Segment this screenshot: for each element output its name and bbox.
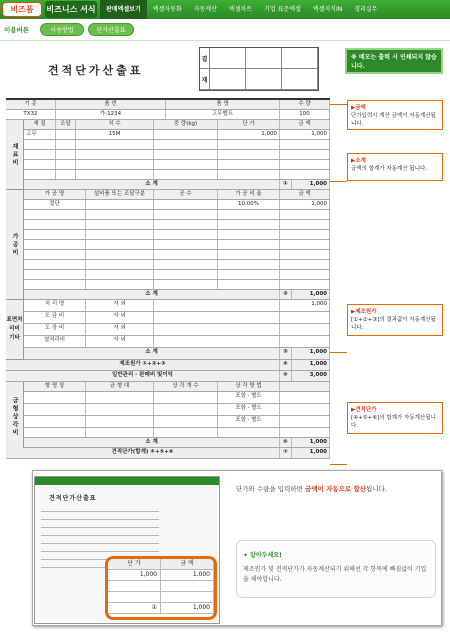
sheet-thumbnail: 견적단가산출표 (34, 476, 220, 624)
approval-label-top: 결 (200, 48, 210, 69)
material-section-label: 재료비 (6, 120, 24, 190)
nav-item-excel-chart[interactable]: 엑셀차트 (228, 6, 253, 13)
use-buttons-label: 이용버튼 (4, 26, 30, 34)
quantity-cell[interactable]: 100 (280, 110, 330, 119)
approval-label-bottom: 재 (200, 69, 210, 90)
nav-item-accounting[interactable]: 경리실무 (354, 6, 378, 13)
table-row: 절단 10.00% 1,000 (24, 200, 330, 210)
table-row: 포함 · 별도 (24, 404, 330, 416)
processing-subtotal-row: 소 계 ② 1,000 (24, 290, 330, 300)
bizform-logo[interactable]: 비즈폼 (2, 2, 42, 17)
table-row: 처 리 명 자 외 1,000 (24, 300, 330, 312)
estimate-sheet (6, 98, 330, 459)
nav-item-auto-calc[interactable]: 자동계산 (193, 6, 217, 13)
processing-section (6, 190, 330, 300)
tip-amount-arrow (330, 104, 347, 105)
nav-item-excel-knowledge[interactable]: 엑셀지식IN (312, 6, 343, 13)
approval-sign-2[interactable] (246, 69, 282, 90)
table-row: 포함 · 별도 (24, 392, 330, 404)
price-sheet-button[interactable]: 단가산출표 (88, 23, 134, 36)
mold-section (6, 382, 330, 448)
part-no-cell[interactable]: 가-1234 (56, 110, 166, 119)
table-row: 도 장 비 자 외 (24, 324, 330, 336)
total-row: 견적단가(합계) ④+⑤+⑥ ⑦ 1,000 (6, 448, 330, 459)
how-to-use-button[interactable]: 사용방법 (40, 23, 84, 36)
magnifier-callout: 단 가 금 액 1,000 1,000 ① 1,000 (105, 556, 217, 620)
table-row: 고무 15M 1,000 1,000 (24, 130, 330, 140)
tip-mfg-cost: ▶제조원가 [①+②+③]의 결과값이 자동계산됩니다. (347, 304, 443, 336)
processing-section-label: 가공비 (6, 190, 24, 300)
mold-section-label: 금형상각비 (6, 382, 24, 452)
general-cost-row: 일반관리 · 판매비 및이익 ⑤ 3,000 (6, 371, 330, 382)
page-title: 견적단가산출표 (48, 64, 144, 77)
zoom-description: 단가와 수량을 입력하면 금액이 자동으로 합산됩니다. (236, 485, 387, 493)
table-row: 열처리비 자 외 (24, 336, 330, 348)
tip-estimate-arrow (330, 464, 347, 465)
lightbulb-icon: ✦ (243, 552, 249, 559)
sub-bar (0, 19, 450, 41)
surface-section (6, 300, 330, 360)
mold-subtotal-row: 소 계 ⑥ 1,000 (24, 438, 330, 448)
table-row: 형 명 칭 금 형 대 상 각 개 수 상 각 방 법 (24, 382, 330, 392)
table-row: 가 공 명 설비품 또는 조달구분 공 수 가 공 비 율 금 액 (24, 190, 330, 200)
surface-subtotal-row: 소 계 ③ 1,000 (24, 348, 330, 360)
table-row: 포함 · 별도 (24, 416, 330, 428)
table-row: 기 종 품 번 품 명 수 량 (6, 100, 330, 110)
table-row (6, 110, 330, 120)
tip-amount: ▶금액 단가입력시 계산 금액이 자동계산됩니다. (347, 100, 443, 130)
approval-box (199, 47, 319, 91)
top-bar (0, 0, 450, 19)
tip-subtotal: ▶소계 금액의 합계가 자동계산 됩니다. (347, 153, 443, 181)
notice-box: ✦ 알아두세요! 제조원가 및 견적단가가 자동계산되기 위해선 각 항목에 빠짐없이 기입을 해야합니다. (236, 540, 436, 598)
model-cell[interactable]: TX32 (6, 110, 56, 119)
material-section (6, 120, 330, 190)
nav-item-sales-excel[interactable]: 판매엑셀보기 (100, 0, 147, 19)
tip-mfg-cost-arrow (330, 352, 347, 353)
print-note: ※ 메모는 출력 시 인쇄되지 않습니다. (345, 48, 443, 74)
material-subtotal-row: 소 계 ① 1,000 (24, 180, 330, 190)
top-nav (100, 0, 383, 19)
tip-subtotal-arrow (330, 181, 347, 182)
nav-item-standard-excel[interactable]: 기업 표준엑셀 (264, 6, 301, 13)
approval-sign-1[interactable] (210, 69, 246, 90)
table-row: 도 금 비 자 외 (24, 312, 330, 324)
nav-item-excel-auto[interactable]: 엑셀자동화 (152, 6, 182, 13)
mfg-cost-row: 제조원가 ①+②+③ ④ 1,000 (6, 360, 330, 371)
approval-sign-3[interactable] (282, 69, 318, 90)
table-row: 재 질 조달 치 수 중 량(kg) 단 가 금 액 (24, 120, 330, 130)
business-logo[interactable]: 비즈니스 서식 (45, 1, 97, 18)
tip-estimate: ▶견적단가 [④+⑤+⑥]의 합계가 자동계산됩니다. (347, 402, 443, 434)
part-name-cell[interactable]: 고무벨트 (166, 110, 280, 119)
surface-section-label: 표면처리비 기타 (6, 300, 24, 360)
